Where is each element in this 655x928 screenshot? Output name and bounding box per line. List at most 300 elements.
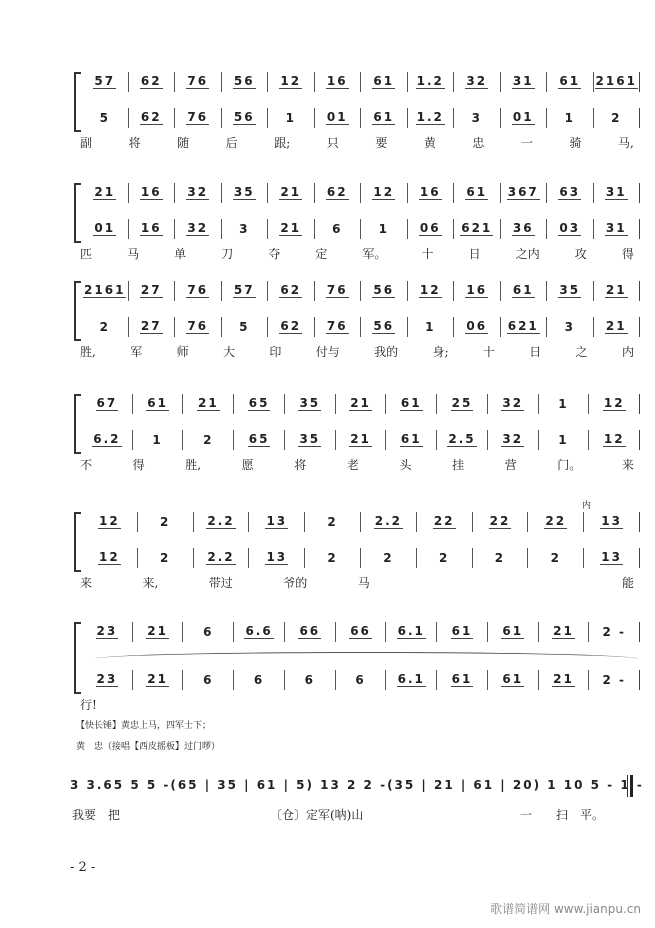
lyrics-line bbox=[80, 574, 634, 591]
measure bbox=[436, 430, 487, 450]
measure bbox=[385, 622, 436, 642]
final-barline bbox=[627, 775, 633, 797]
measure-notes: 1 bbox=[564, 110, 575, 125]
lyric: 爷的 bbox=[283, 576, 308, 590]
measure bbox=[436, 622, 487, 642]
lyric: 胜, bbox=[185, 458, 202, 472]
lyric: 定 bbox=[315, 247, 328, 261]
measure bbox=[407, 183, 454, 203]
measure bbox=[593, 219, 640, 239]
measure bbox=[128, 183, 175, 203]
measure bbox=[82, 430, 132, 450]
measure-notes: 06 bbox=[419, 221, 441, 235]
measure bbox=[416, 548, 472, 568]
measure-notes: 2 bbox=[327, 550, 338, 565]
measure bbox=[487, 622, 538, 642]
measure bbox=[304, 548, 360, 568]
measure bbox=[128, 219, 175, 239]
lyric: 将 bbox=[294, 458, 307, 472]
lyric: 来 bbox=[621, 458, 634, 472]
lyric: 得 bbox=[132, 458, 145, 472]
measure bbox=[267, 317, 314, 337]
lyric: 得 bbox=[621, 247, 634, 261]
measure bbox=[472, 548, 528, 568]
measure-notes: 12 bbox=[603, 396, 625, 410]
lyric: 胜, bbox=[80, 345, 96, 359]
measure-notes: 13 bbox=[601, 550, 622, 564]
lyric: 军 bbox=[130, 345, 143, 359]
measure-notes: 27 bbox=[140, 283, 162, 297]
measure bbox=[174, 219, 221, 239]
measure-notes: 76 bbox=[187, 74, 209, 88]
measure-notes: 5 bbox=[99, 110, 110, 125]
measure bbox=[132, 670, 183, 690]
measure bbox=[538, 394, 589, 414]
lyric: 跟; bbox=[274, 136, 291, 150]
measure-notes: 621 bbox=[507, 319, 539, 333]
measure-notes: 2 bbox=[494, 550, 506, 565]
measure-notes: 1.2 bbox=[416, 110, 444, 124]
measure-notes: 6 bbox=[203, 624, 214, 639]
measure bbox=[538, 622, 589, 642]
measure-notes: 62 bbox=[280, 319, 302, 333]
measure-notes: 76 bbox=[187, 110, 209, 124]
lyric: 单 bbox=[174, 247, 187, 261]
measure bbox=[314, 183, 361, 203]
measure bbox=[593, 317, 640, 337]
lyrics-line bbox=[80, 456, 634, 473]
top-staff bbox=[82, 512, 640, 532]
measure bbox=[233, 394, 284, 414]
measure-notes: 35 bbox=[233, 185, 255, 199]
lyric: 师 bbox=[176, 345, 189, 359]
measure-notes: 21 bbox=[553, 672, 574, 686]
measure-notes: 6 bbox=[203, 672, 214, 687]
measure-notes: 76 bbox=[326, 319, 348, 333]
measure bbox=[233, 430, 284, 450]
measure-notes: 21 bbox=[280, 185, 302, 199]
measure bbox=[304, 512, 360, 532]
measure bbox=[407, 317, 454, 337]
measure-notes: 61 bbox=[147, 396, 168, 410]
measure bbox=[593, 183, 640, 203]
measure bbox=[487, 430, 538, 450]
measure-notes: 01 bbox=[512, 110, 534, 124]
measure bbox=[527, 512, 583, 532]
measure bbox=[284, 394, 335, 414]
measure-notes: 12 bbox=[419, 283, 441, 297]
lyric: 行! bbox=[80, 698, 97, 712]
measure-notes: 61 bbox=[502, 624, 524, 638]
measure-notes: 63 bbox=[559, 185, 581, 199]
lyrics-line bbox=[80, 343, 634, 360]
measure-notes: 21 bbox=[280, 221, 302, 235]
measure bbox=[546, 317, 593, 337]
measure-notes: 21 bbox=[147, 672, 168, 686]
lyric: 印 bbox=[269, 345, 282, 359]
measure bbox=[284, 622, 335, 642]
measure-notes: 16 bbox=[419, 185, 441, 199]
measure bbox=[248, 512, 304, 532]
measure-notes: 2 bbox=[327, 514, 338, 529]
measure bbox=[221, 108, 268, 128]
measure-notes: 1 bbox=[558, 396, 569, 411]
lyric: 刀 bbox=[221, 247, 234, 261]
measure bbox=[436, 670, 487, 690]
measure bbox=[453, 108, 500, 128]
top-staff bbox=[82, 183, 640, 203]
measure-notes: 23 bbox=[96, 624, 118, 638]
measure-notes: 57 bbox=[233, 283, 255, 297]
top-staff bbox=[82, 72, 640, 92]
lyric: 带过 bbox=[208, 576, 233, 590]
measure-notes: 35 bbox=[559, 283, 581, 297]
solo-lyrics-1: 我要 把 bbox=[72, 808, 121, 822]
measure-notes: 67 bbox=[96, 396, 118, 410]
measure bbox=[82, 72, 128, 92]
lyric: 日 bbox=[529, 345, 542, 359]
measure-notes: 1 bbox=[425, 319, 436, 334]
measure-notes: 32 bbox=[502, 396, 524, 410]
lyrics-line bbox=[80, 245, 634, 262]
measure bbox=[174, 281, 221, 301]
measure-notes: 21 bbox=[197, 396, 219, 410]
bottom-staff bbox=[82, 108, 640, 128]
lyric: 之 bbox=[575, 345, 588, 359]
measure bbox=[128, 317, 175, 337]
measure bbox=[182, 394, 233, 414]
bottom-staff bbox=[82, 548, 640, 568]
measure-notes: 62 bbox=[140, 74, 162, 88]
measure bbox=[588, 394, 639, 414]
measure-notes: 21 bbox=[350, 432, 371, 446]
measure-notes: 16 bbox=[466, 283, 488, 297]
measure-notes: 2 bbox=[160, 550, 171, 565]
lyric: 忠 bbox=[472, 136, 485, 150]
lyric: 随 bbox=[177, 136, 190, 150]
measure bbox=[487, 394, 538, 414]
measure-notes: 06 bbox=[466, 319, 488, 333]
measure bbox=[500, 281, 547, 301]
measure-notes: 61 bbox=[502, 672, 524, 686]
lyric: 我的 bbox=[374, 345, 399, 359]
measure-notes: 62 bbox=[280, 283, 302, 297]
measure-notes: 2161 bbox=[84, 283, 126, 297]
measure bbox=[588, 430, 639, 450]
measure-notes: 12 bbox=[99, 550, 120, 564]
lyric: 身; bbox=[432, 345, 449, 359]
measure bbox=[500, 219, 547, 239]
measure bbox=[527, 548, 583, 568]
measure bbox=[538, 670, 589, 690]
measure bbox=[538, 430, 589, 450]
measure bbox=[335, 622, 386, 642]
measure bbox=[385, 430, 436, 450]
measure-notes: 6.1 bbox=[397, 672, 425, 686]
measure bbox=[360, 548, 416, 568]
measure bbox=[233, 670, 284, 690]
measure bbox=[583, 512, 639, 532]
measure-notes: 1 bbox=[285, 110, 296, 125]
measure bbox=[314, 108, 361, 128]
measure bbox=[221, 72, 268, 92]
measure-notes: 2 bbox=[203, 432, 214, 447]
lyric: 夺 bbox=[268, 247, 281, 261]
measure-notes: 13 bbox=[266, 514, 288, 528]
measure-notes: 2.2 bbox=[374, 514, 403, 528]
measure bbox=[193, 548, 249, 568]
measure bbox=[221, 219, 268, 239]
measure bbox=[233, 622, 284, 642]
measure-notes: 2161 bbox=[595, 74, 637, 88]
measure-notes: 65 bbox=[248, 396, 270, 410]
measure-notes: 2 bbox=[550, 550, 561, 565]
measure-notes: 2.2 bbox=[207, 514, 235, 528]
measure bbox=[132, 430, 183, 450]
measure-notes: 61 bbox=[451, 624, 473, 638]
measure bbox=[335, 394, 386, 414]
measure-notes: 12 bbox=[280, 74, 302, 88]
measure bbox=[407, 219, 454, 239]
lyric: 老 bbox=[346, 458, 359, 472]
measure bbox=[174, 108, 221, 128]
measure bbox=[593, 72, 640, 92]
measure bbox=[546, 281, 593, 301]
lyric: 付与 bbox=[315, 345, 340, 359]
lyric: 骑 bbox=[569, 136, 582, 150]
measure bbox=[82, 183, 128, 203]
measure-notes: 1 bbox=[378, 221, 389, 236]
solo-lyrics-2: 〔仓〕定军(呐)山 bbox=[270, 808, 364, 822]
measure bbox=[82, 317, 128, 337]
measure bbox=[284, 430, 335, 450]
lyric: 黄 bbox=[423, 136, 436, 150]
measure-notes: 61 bbox=[512, 283, 534, 297]
measure-notes: 66 bbox=[299, 624, 321, 638]
lyric: 日 bbox=[468, 247, 481, 261]
measure-notes: 6 bbox=[253, 672, 265, 687]
lyric: 军。 bbox=[362, 247, 387, 261]
measure-notes: 35 bbox=[299, 432, 321, 446]
measure-notes: 2 bbox=[160, 514, 171, 529]
measure bbox=[314, 72, 361, 92]
measure-notes: 03 bbox=[559, 221, 581, 235]
measure-notes: 2 - bbox=[602, 624, 626, 639]
top-staff bbox=[82, 281, 640, 301]
lyric: 大 bbox=[222, 345, 235, 359]
lyric: 一 bbox=[520, 136, 533, 150]
measure-notes: 61 bbox=[373, 110, 395, 124]
bottom-staff bbox=[82, 430, 640, 450]
measure bbox=[360, 512, 416, 532]
measure-notes: 21 bbox=[94, 185, 116, 199]
system-brace bbox=[74, 622, 81, 694]
measure bbox=[82, 108, 128, 128]
lyric: 攻 bbox=[574, 247, 587, 261]
measure-notes: 621 bbox=[461, 221, 493, 235]
measure-notes: 1.2 bbox=[416, 74, 444, 88]
measure bbox=[314, 281, 361, 301]
measure-notes: 6 bbox=[355, 672, 366, 687]
lyric: 营 bbox=[504, 458, 517, 472]
lyric: 十 bbox=[482, 345, 495, 359]
measure-notes: 3 bbox=[471, 110, 482, 125]
measure bbox=[314, 317, 361, 337]
measure-notes: 32 bbox=[187, 185, 209, 199]
tie-arc bbox=[94, 652, 639, 659]
measure-notes: 61 bbox=[400, 396, 422, 410]
measure-notes: 22 bbox=[545, 514, 567, 528]
measure-notes: 31 bbox=[605, 221, 627, 235]
measure-notes: 367 bbox=[507, 185, 539, 199]
measure-notes: 31 bbox=[605, 185, 627, 199]
measure bbox=[132, 622, 183, 642]
measure-notes: 6 bbox=[304, 672, 315, 687]
measure bbox=[267, 281, 314, 301]
measure-notes: 5 bbox=[239, 319, 250, 334]
measure-notes: 16 bbox=[326, 74, 348, 88]
lyric: 之内 bbox=[515, 247, 540, 261]
lyric: 马, bbox=[618, 136, 634, 150]
measure bbox=[593, 108, 640, 128]
measure bbox=[82, 281, 128, 301]
measure-notes: 25 bbox=[451, 396, 473, 410]
lyric: 门。 bbox=[557, 458, 582, 472]
lyric: 要 bbox=[375, 136, 388, 150]
measure bbox=[500, 317, 547, 337]
measure bbox=[284, 670, 335, 690]
measure bbox=[546, 183, 593, 203]
system-brace bbox=[74, 281, 81, 341]
lyric: 十 bbox=[421, 247, 434, 261]
measure bbox=[453, 317, 500, 337]
lyric: 来, bbox=[142, 576, 159, 590]
measure bbox=[453, 72, 500, 92]
measure bbox=[221, 317, 268, 337]
measure bbox=[500, 183, 547, 203]
measure bbox=[128, 72, 175, 92]
measure-notes: 35 bbox=[299, 396, 321, 410]
measure-notes: 16 bbox=[140, 221, 162, 235]
measure-notes: 21 bbox=[605, 283, 627, 297]
measure-notes: 76 bbox=[187, 283, 209, 297]
solo-lyrics-3: 一 扫 平。 bbox=[520, 808, 605, 822]
measure-notes: 65 bbox=[248, 432, 270, 446]
lyric: 将 bbox=[128, 136, 141, 150]
measure-notes: 12 bbox=[99, 514, 120, 528]
measure bbox=[360, 219, 407, 239]
measure bbox=[82, 219, 128, 239]
measure bbox=[546, 72, 593, 92]
measure bbox=[360, 108, 407, 128]
lyric: 副 bbox=[80, 136, 93, 150]
note-annotation: 内 bbox=[582, 501, 592, 511]
lyric: 头 bbox=[399, 458, 412, 472]
measure bbox=[453, 183, 500, 203]
measure bbox=[407, 72, 454, 92]
system-brace bbox=[74, 512, 81, 572]
page-number: - 2 - bbox=[70, 860, 96, 875]
measure bbox=[500, 108, 547, 128]
lyric: 来 bbox=[80, 576, 93, 590]
lyric: 只 bbox=[326, 136, 339, 150]
measure-notes: 6.6 bbox=[245, 624, 273, 638]
measure bbox=[248, 548, 304, 568]
measure-notes: 16 bbox=[140, 185, 162, 199]
measure-notes: 76 bbox=[187, 319, 209, 333]
measure bbox=[267, 183, 314, 203]
measure bbox=[500, 72, 547, 92]
measure bbox=[360, 72, 407, 92]
lyric: 匹 bbox=[80, 247, 93, 261]
measure-notes: 2.2 bbox=[207, 550, 235, 564]
measure-notes: 56 bbox=[373, 319, 395, 333]
measure-notes: 13 bbox=[601, 514, 622, 528]
system-brace bbox=[74, 72, 81, 132]
measure-notes: 21 bbox=[605, 319, 627, 333]
stage-direction-1: 【快长锤】黄忠上马，四军士下； bbox=[76, 721, 212, 731]
measure bbox=[221, 281, 268, 301]
measure bbox=[360, 183, 407, 203]
lyric: 不 bbox=[80, 458, 93, 472]
measure bbox=[588, 622, 639, 642]
measure-notes: 12 bbox=[603, 432, 625, 446]
lyric: 挂 bbox=[452, 458, 465, 472]
measure-notes: 56 bbox=[233, 110, 255, 124]
measure-notes: 76 bbox=[326, 283, 348, 297]
measure bbox=[314, 219, 361, 239]
lyrics-line bbox=[80, 134, 634, 151]
measure-notes: 6.2 bbox=[93, 432, 121, 446]
measure bbox=[82, 394, 132, 414]
measure-notes: 2 bbox=[439, 550, 450, 565]
measure bbox=[221, 183, 268, 203]
measure-notes: 62 bbox=[140, 110, 162, 124]
measure-notes: 27 bbox=[140, 319, 162, 333]
measure bbox=[132, 394, 183, 414]
measure-notes: 22 bbox=[489, 514, 511, 528]
measure bbox=[174, 183, 221, 203]
measure-notes: 32 bbox=[502, 432, 524, 446]
measure-notes: 6 bbox=[332, 221, 343, 236]
measure-notes: 1 bbox=[152, 432, 163, 447]
lyrics-line bbox=[80, 696, 634, 713]
measure-notes: 61 bbox=[466, 185, 488, 199]
measure-notes: 2 bbox=[99, 319, 110, 334]
lyric: 后 bbox=[225, 136, 238, 150]
measure bbox=[82, 548, 137, 568]
measure-notes: 21 bbox=[553, 624, 574, 638]
measure bbox=[588, 670, 639, 690]
measure bbox=[593, 281, 640, 301]
measure bbox=[82, 670, 132, 690]
measure bbox=[182, 670, 233, 690]
measure-notes: 22 bbox=[433, 514, 455, 528]
measure bbox=[487, 670, 538, 690]
measure-notes: 57 bbox=[94, 74, 116, 88]
lyric: 马 bbox=[357, 576, 370, 590]
measure bbox=[128, 108, 175, 128]
measure bbox=[182, 622, 233, 642]
bottom-staff bbox=[82, 317, 640, 337]
measure-notes: 32 bbox=[466, 74, 488, 88]
measure-notes: 2 - bbox=[602, 672, 626, 687]
measure bbox=[416, 512, 472, 532]
measure-notes: 12 bbox=[373, 185, 395, 199]
measure bbox=[267, 108, 314, 128]
top-staff bbox=[82, 394, 640, 414]
measure bbox=[182, 430, 233, 450]
